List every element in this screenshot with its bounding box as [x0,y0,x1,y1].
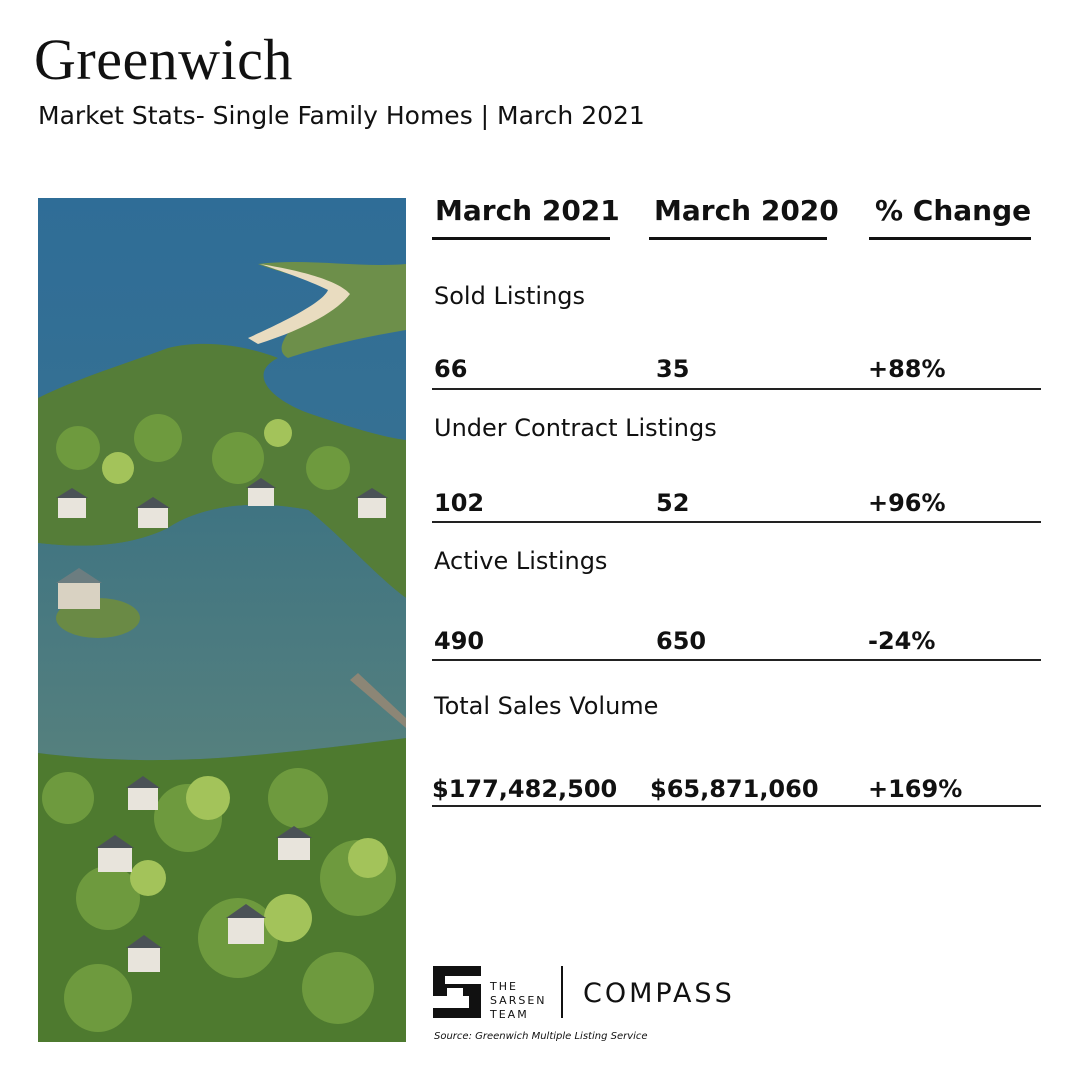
source-note: Source: Greenwich Multiple Listing Service [434,1031,648,1042]
metric-value-current: 490 [434,627,485,655]
metric-value-prior: 52 [656,489,690,517]
brand-lockup [433,966,753,1021]
metric-value-prior: 650 [656,627,707,655]
compass-wordmark: COMPASS [583,978,735,1009]
metric-value-prior: 35 [656,355,690,383]
metric-value-current: 102 [434,489,485,517]
team-line-2: SARSEN [490,994,547,1007]
metric-value-change: +96% [868,489,946,517]
metric-value-change: +88% [868,355,946,383]
brand-divider [561,966,563,1018]
sarsen-team-logo-icon [433,966,481,1018]
row-divider [432,659,1041,661]
metric-label-sold-listings: Sold Listings [434,282,586,310]
metric-value-prior: $65,871,060 [650,775,819,803]
metric-label-under-contract: Under Contract Listings [434,414,717,442]
column-header-march-2021: March 2021 [432,194,610,240]
team-line-3: TEAM [490,1008,529,1021]
team-line-1: THE [490,980,518,993]
metric-value-current: $177,482,500 [432,775,618,803]
metric-value-change: +169% [868,775,963,803]
column-header-march-2020: March 2020 [649,194,827,240]
row-divider [432,388,1041,390]
aerial-coastline-photo [38,198,406,1042]
page-title: Greenwich [34,27,293,92]
row-divider [432,805,1041,807]
sarsen-team-wordmark [490,980,547,1022]
metric-label-active-listings: Active Listings [434,547,608,575]
page-subtitle: Market Stats- Single Family Homes | March 2021 [38,101,645,130]
column-header-percent-change: % Change [869,194,1031,240]
metric-value-current: 66 [434,355,468,383]
row-divider [432,521,1041,523]
metric-value-change: -24% [868,627,936,655]
metric-label-total-sales-volume: Total Sales Volume [434,692,659,720]
